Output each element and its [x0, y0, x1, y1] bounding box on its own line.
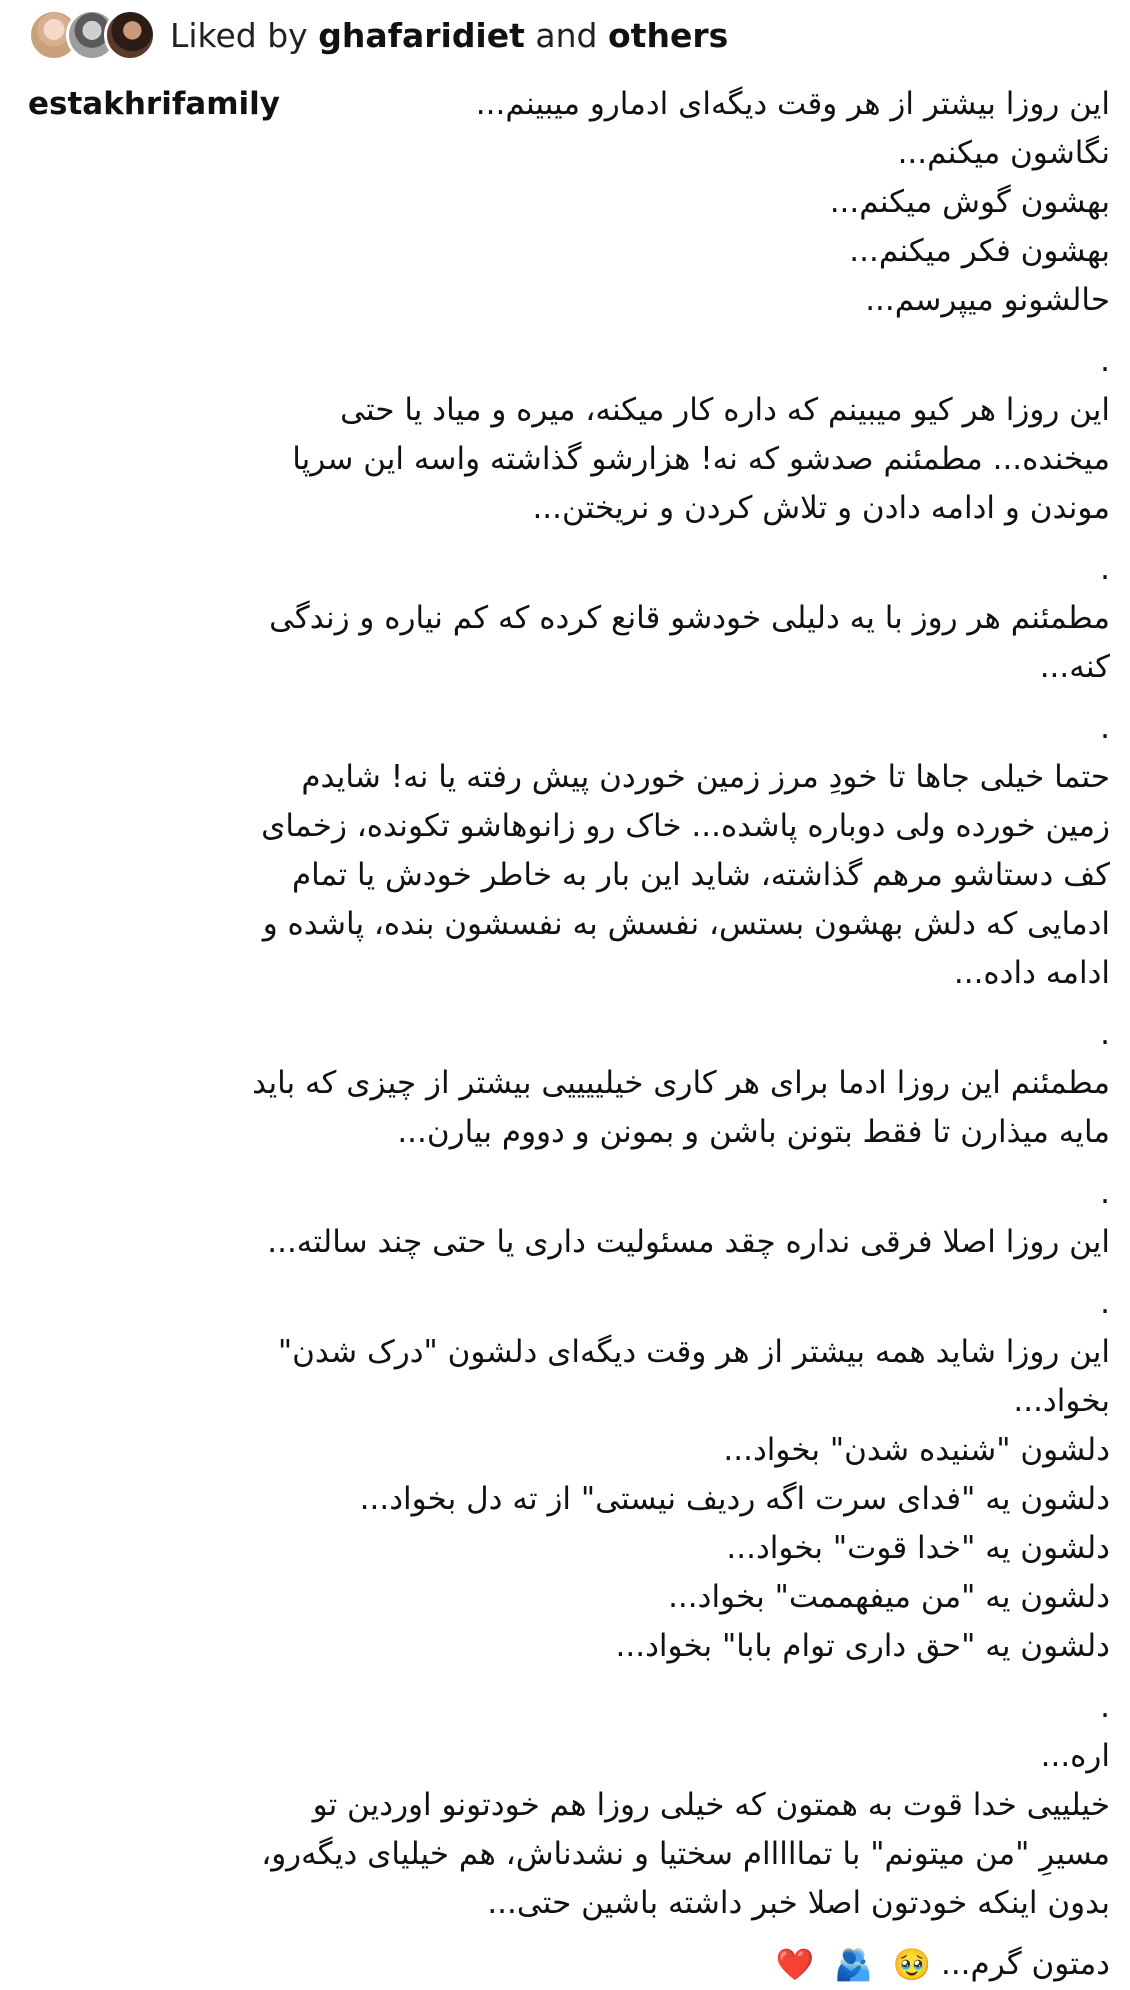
caption-text-line: حتما خیلی جاها تا خودِ مرز زمین خوردن پیش رفته یا نه! شایدم: [301, 759, 1110, 795]
red-heart-icon: ❤️: [775, 1947, 815, 1983]
caption-text-line: دلشون "شنیده شدن" بخواد...: [723, 1432, 1110, 1468]
liked-by-text[interactable]: [170, 16, 728, 55]
paragraph-gap: [28, 1671, 1110, 1683]
caption-text-line: کنه...: [1039, 649, 1110, 685]
caption-text-line: بهشون گوش میکنم...: [829, 184, 1110, 220]
caption-text-line: مایه میذارن تا فقط بتونن باشن و بمونن و دووم بیارن...: [397, 1114, 1110, 1150]
liker-username[interactable]: ghafaridiet: [318, 15, 525, 55]
caption-text-line: بهشون فکر میکنم...: [849, 233, 1110, 269]
caption-closing-line: [28, 1940, 1110, 1989]
paragraph-gap: [28, 1157, 1110, 1169]
caption-text-line: کف دستاشو مرهم گذاشته، شاید این بار به خاطر خودش یا تمام: [291, 857, 1110, 893]
paragraph-gap: [28, 998, 1110, 1010]
caption-body: [28, 129, 1110, 1940]
paragraph-separator: .: [1100, 710, 1110, 746]
caption-text-line: بدون اینکه خودتون اصلا خبر داشته باشین حتی...: [487, 1885, 1110, 1921]
caption-text-line: بخواد...: [1013, 1383, 1110, 1419]
liked-by-others[interactable]: others: [608, 15, 729, 55]
caption-text-line: مطمئنم هر روز با یه دلیلی خودشو قانع کرده که کم نیاره و زندگی: [269, 600, 1110, 636]
caption-first-line: [28, 80, 1110, 129]
caption-text-line: اره...: [1040, 1738, 1110, 1774]
liked-by-prefix: Liked by: [170, 15, 308, 55]
paragraph-separator: .: [1100, 343, 1110, 379]
avatar[interactable]: [104, 9, 156, 61]
paragraph-gap: [28, 533, 1110, 545]
liker-avatars[interactable]: [28, 9, 156, 61]
caption-text-line: دلشون یه "من میفهممت" بخواد...: [668, 1579, 1110, 1615]
caption-text-line: زمین خورده ولی دوباره پاشده... خاک رو زانوهاشو تکونده، زخمای: [261, 808, 1110, 844]
caption-text-line: این روزا اصلا فرقی نداره چقد مسئولیت داری یا حتی چند سالته...: [267, 1224, 1110, 1260]
paragraph-separator: .: [1100, 1285, 1110, 1321]
paragraph-gap: [28, 1928, 1110, 1940]
paragraph-gap: [28, 1267, 1110, 1279]
liked-by-and: and: [535, 15, 598, 55]
caption-text-line: موندن و ادامه دادن و تلاش کردن و نریختن...: [532, 490, 1110, 526]
paragraph-separator: .: [1100, 1016, 1110, 1052]
caption-text-line: دلشون یه "حق داری توام بابا" بخواد...: [615, 1628, 1110, 1664]
paragraph-separator: .: [1100, 1689, 1110, 1725]
caption-text-line: ادامه داده...: [953, 955, 1110, 991]
caption-username[interactable]: estakhrifamily: [28, 86, 280, 122]
caption-text-line: میخنده... مطمئنم صدشو که نه! هزارشو گذاشته واسه این سرپا: [292, 441, 1110, 477]
likes-row: [28, 0, 1108, 70]
caption-closing-text: دمتون گرم...: [940, 1946, 1110, 1982]
caption-text-line: این روزا هر کیو میبینم که داره کار میکنه، میره و میاد یا حتی: [340, 392, 1110, 428]
caption-text-line: این روزا شاید همه بیشتر از هر وقت دیگه‌ای دلشون "درک شدن": [277, 1334, 1110, 1370]
caption-text-line: ادمایی که دلش بهشون بستس، نفسش به نفسشون بنده، پاشده و: [262, 906, 1110, 942]
paragraph-gap: [28, 692, 1110, 704]
caption-text-line: این روزا بیشتر از هر وقت دیگه‌ای ادمارو میبینم...: [475, 86, 1110, 122]
paragraph-gap: [28, 325, 1110, 337]
caption-text-line: مطمئنم این روزا ادما برای هر کاری خیلییییی بیشتر از چیزی که باید: [252, 1065, 1110, 1101]
paragraph-separator: .: [1100, 1175, 1110, 1211]
paragraph-separator: .: [1100, 551, 1110, 587]
caption-text-line: دلشون یه "فدای سرت اگه ردیف نیستی" از ته دل بخواد...: [359, 1481, 1110, 1517]
caption-text-line: دلشون یه "خدا قوت" بخواد...: [726, 1530, 1110, 1566]
pleading-face-icon: 🥹: [892, 1947, 932, 1983]
caption-text-line: خیلییی خدا قوت به همتون که خیلی روزا هم خودتونو اوردین تو: [312, 1787, 1110, 1823]
post-caption: [28, 80, 1110, 1989]
people-hugging-icon: 🫂: [834, 1947, 873, 1983]
caption-text-line: نگاشون میکنم...: [897, 135, 1110, 171]
caption-text-line: حالشونو میپرسم...: [865, 282, 1110, 318]
caption-text-line: مسیرِ "من میتونم" با تمااااام سختیا و نشدناش، هم خیلیای دیگه‌رو،: [261, 1836, 1110, 1872]
